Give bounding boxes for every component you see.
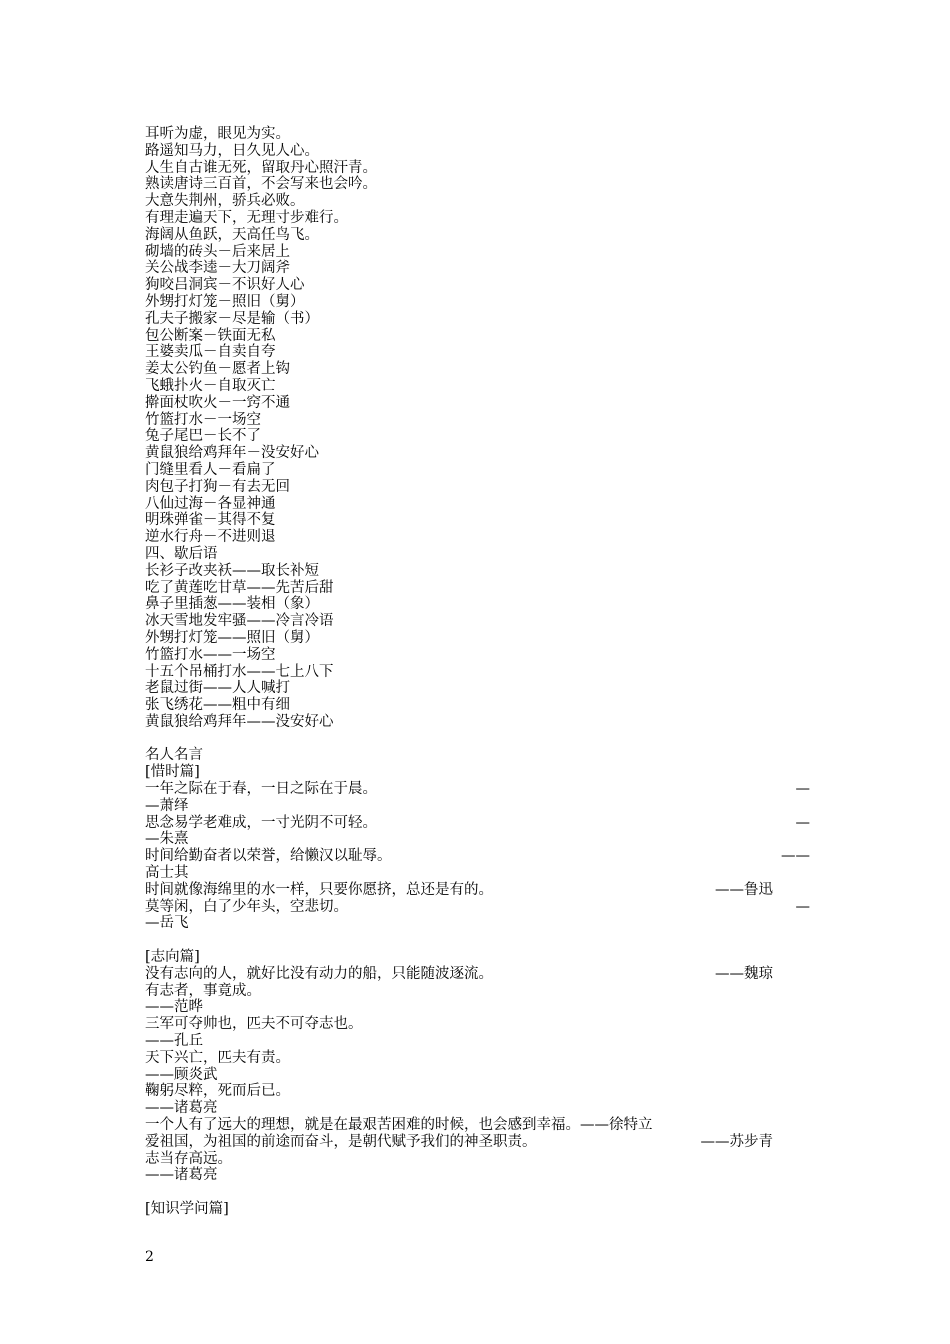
text-line: 老鼠过街——人人喊打 — [145, 680, 290, 697]
text-line: 吃了黄莲吃甘草——先苦后甜 — [145, 579, 334, 596]
text-line: 逆水行舟－不进则退 — [145, 529, 276, 546]
text-line: ——孔丘 — [145, 1033, 203, 1050]
text-line: 明珠弹雀－其得不复 — [145, 512, 276, 529]
text-line: 擀面杖吹火－一窍不通 — [145, 394, 290, 411]
line-attribution: — — [795, 898, 810, 915]
text-line: 黄鼠狼给鸡拜年——没安好心 — [145, 713, 334, 730]
line-attribution: — — [795, 781, 810, 798]
text-line — [145, 1184, 810, 1201]
text-line: 鞠躬尽粹，死而后已。 — [145, 1083, 290, 1100]
text-line — [145, 781, 810, 798]
text-line: 海阔从鱼跃，天高任鸟飞。 — [145, 226, 319, 243]
text-line: 黄鼠狼给鸡拜年－没安好心 — [145, 445, 319, 462]
line-attribution: —— — [781, 848, 810, 865]
text-line: 大意失荆州，骄兵必败。 — [145, 193, 305, 210]
text-line: 竹篮打水——一场空 — [145, 646, 276, 663]
text-line: ——范晔 — [145, 999, 203, 1016]
text-line: 人生自古谁无死，留取丹心照汗青。 — [145, 159, 377, 176]
text-line: 四、歇后语 — [145, 545, 218, 562]
text-line: 路遥知马力，日久见人心。 — [145, 142, 319, 159]
text-line: 冰天雪地发牢骚——冷言冷语 — [145, 613, 334, 630]
text-line: 兔子尾巴－长不了 — [145, 428, 261, 445]
text-line: 飞蛾扑火－自取灭亡 — [145, 377, 276, 394]
text-line: ——顾炎武 — [145, 1066, 218, 1083]
text-line: 姜太公钓鱼－愿者上钩 — [145, 361, 290, 378]
text-line: 张飞绣花——粗中有细 — [145, 697, 290, 714]
text-line — [145, 882, 773, 899]
text-line: 高士其 — [145, 865, 189, 882]
text-line: ——诸葛亮 — [145, 1100, 218, 1117]
line-text: 时间给勤奋者以荣誉，给懒汉以耻辱。 — [145, 848, 392, 865]
text-line: 狗咬吕洞宾－不识好人心 — [145, 277, 305, 294]
text-line: 有志者，事竟成。 — [145, 982, 261, 999]
text-line — [145, 966, 773, 983]
line-text: 时间就像海绵里的水一样，只要你愿挤，总还是有的。 — [145, 881, 493, 898]
text-line — [145, 848, 810, 865]
text-line: 包公断案－铁面无私 — [145, 327, 276, 344]
text-line: —岳飞 — [145, 915, 189, 932]
text-line: [知识学问篇] — [145, 1201, 229, 1217]
text-line: 八仙过海－各显神通 — [145, 495, 276, 512]
text-line: —朱熹 — [145, 831, 189, 848]
text-line: 天下兴亡，匹夫有责。 — [145, 1049, 290, 1066]
text-line: 一个人有了远大的理想，就是在最艰苦困难的时候，也会感到幸福。——徐特立 — [145, 1117, 653, 1134]
text-line — [145, 1134, 773, 1151]
line-attribution: ——苏步青 — [700, 1133, 773, 1150]
text-line: 关公战李逵－大刀阔斧 — [145, 260, 290, 277]
line-attribution: — — [795, 814, 810, 831]
text-line: [志向篇] — [145, 949, 200, 966]
text-line — [145, 899, 810, 916]
line-attribution: ——鲁迅 — [715, 881, 773, 898]
text-line: 外甥打灯笼－照旧（舅） — [145, 293, 305, 310]
text-line: 外甥打灯笼——照旧（舅） — [145, 629, 319, 646]
text-line: 熟读唐诗三百首，不会写来也会吟。 — [145, 176, 377, 193]
text-line: 门缝里看人－看扁了 — [145, 461, 276, 478]
text-line: [惜时篇] — [145, 764, 200, 781]
text-line: 名人名言 — [145, 747, 203, 764]
line-text: 莫等闲，白了少年头，空悲切。 — [145, 898, 348, 915]
text-line: 竹篮打水－一场空 — [145, 411, 261, 428]
line-text: 没有志向的人，就好比没有动力的船，只能随波逐流。 — [145, 965, 493, 982]
line-text: 思念易学老难成，一寸光阴不可轻。 — [145, 814, 377, 831]
text-line: 砌墙的砖头－后来居上 — [145, 243, 290, 260]
text-line: 有理走遍天下，无理寸步难行。 — [145, 209, 348, 226]
text-line: 长衫子改夹袄——取长补短 — [145, 562, 319, 579]
line-text: 一年之际在于春，一日之际在于晨。 — [145, 781, 377, 798]
text-line: ——诸葛亮 — [145, 1167, 218, 1184]
text-line — [145, 815, 810, 832]
page-number: 2 — [145, 1249, 154, 1265]
text-line: 王婆卖瓜－自卖自夸 — [145, 344, 276, 361]
text-line: 鼻子里插葱——装相（象） — [145, 596, 319, 613]
text-line: 肉包子打狗－有去无回 — [145, 478, 290, 495]
text-line — [145, 932, 810, 949]
text-line: 三军可夺帅也，匹夫不可夺志也。 — [145, 1016, 363, 1033]
line-text: 爱祖国，为祖国的前途而奋斗，是朝代赋予我们的神圣职责。 — [145, 1133, 537, 1150]
text-line — [145, 731, 810, 748]
text-line: 孔夫子搬家－尽是输（书） — [145, 310, 319, 327]
text-line: 十五个吊桶打水——七上八下 — [145, 663, 334, 680]
body-text — [145, 126, 810, 1218]
text-line: 耳听为虚，眼见为实。 — [145, 126, 290, 142]
line-attribution: ——魏琼 — [715, 965, 773, 982]
text-line: —萧绎 — [145, 797, 189, 814]
text-line: 志当存高远。 — [145, 1150, 232, 1167]
